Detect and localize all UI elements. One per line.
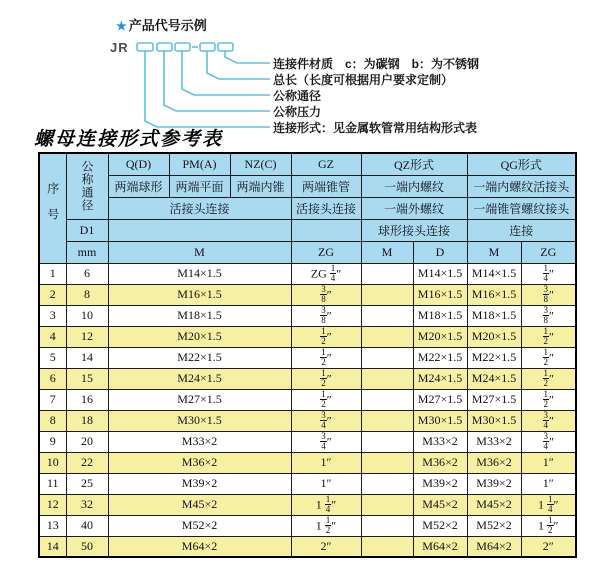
cell-seq: 6 xyxy=(39,368,66,389)
header-m-unit: M xyxy=(108,241,291,263)
cell-gz: $\frac{1}{2}$ ″ xyxy=(291,326,361,347)
cell-dn: 25 xyxy=(66,473,108,494)
header-qz-m: M xyxy=(361,241,413,263)
cell-m: M24×1.5 xyxy=(108,368,291,389)
table-row xyxy=(39,347,576,368)
cell-seq: 11 xyxy=(39,473,66,494)
label-form: 连接形式：见金属软管常用结构形式表 xyxy=(273,121,478,135)
cell-qz_d: M52×2 xyxy=(413,515,467,536)
cell-qg_m: M18×1.5 xyxy=(467,305,521,326)
header-gz: GZ xyxy=(291,153,361,175)
cell-qz_d: M18×1.5 xyxy=(413,305,467,326)
fraction: $\frac{1}{4}$ xyxy=(325,494,331,514)
header-empty-qpn xyxy=(108,219,291,241)
cell-qg_m: M36×2 xyxy=(467,452,521,473)
cell-qg_m: M27×1.5 xyxy=(467,389,521,410)
header-gz-conn: 活接头连接 xyxy=(291,197,361,219)
fraction: $\frac{1}{2}$ xyxy=(321,347,326,367)
cell-m: M22×1.5 xyxy=(108,347,291,368)
code-prefix: JR xyxy=(110,40,129,55)
cell-seq: 10 xyxy=(39,452,66,473)
cell-m: M39×2 xyxy=(108,473,291,494)
table-row xyxy=(39,389,576,410)
cell-qz_m xyxy=(361,410,413,431)
cell-gz: $\frac{3}{8}$ ″ xyxy=(291,284,361,305)
cell-qg_zg: 1 $\frac{1}{2}$ ″ xyxy=(521,515,576,536)
code-box-5 xyxy=(218,43,233,51)
table-row xyxy=(39,410,576,431)
fraction: $\frac{1}{2}$ xyxy=(548,515,553,535)
header-d1: D1 xyxy=(66,219,108,241)
fraction: $\frac{1}{2}$ xyxy=(543,389,548,409)
header-qz-conn: 球形接头连接 xyxy=(361,219,467,241)
cell-dn: 32 xyxy=(66,494,108,515)
cell-qz_m xyxy=(361,389,413,410)
cell-qz_d: M45×2 xyxy=(413,494,467,515)
cell-qz_d: M33×2 xyxy=(413,431,467,452)
table-row xyxy=(39,305,576,326)
header-qpn-conn: 活接头连接 xyxy=(108,197,291,219)
cell-qz_d: M20×1.5 xyxy=(413,326,467,347)
cell-qg_m: M30×1.5 xyxy=(467,410,521,431)
header-qz-sub2: 一端外螺纹 xyxy=(361,197,467,219)
cell-dn: 14 xyxy=(66,347,108,368)
header-zg-unit: ZG xyxy=(291,241,361,263)
cell-qg_m: M33×2 xyxy=(467,431,521,452)
cell-m: M45×2 xyxy=(108,494,291,515)
header-qg-sub1: 一端内螺纹活接头 xyxy=(467,175,576,197)
fraction: $\frac{3}{4}$ xyxy=(321,431,326,451)
cell-qz_m xyxy=(361,305,413,326)
cell-qz_m xyxy=(361,326,413,347)
cell-gz: $\frac{3}{8}$ ″ xyxy=(291,305,361,326)
fraction: $\frac{1}{2}$ xyxy=(321,389,326,409)
cell-gz: $\frac{1}{2}$ ″ xyxy=(291,347,361,368)
cell-qg_m: M22×1.5 xyxy=(467,347,521,368)
cell-qz_m xyxy=(361,515,413,536)
header-pm: PM(A) xyxy=(169,153,230,175)
header-qz: QZ形式 xyxy=(361,153,467,175)
cell-qg_m: M45×2 xyxy=(467,494,521,515)
cell-seq: 4 xyxy=(39,326,66,347)
table-row xyxy=(39,284,576,305)
cell-seq: 14 xyxy=(39,536,66,557)
table-header xyxy=(39,153,576,263)
header-dn: 公称通径 xyxy=(66,153,108,219)
fraction: $\frac{1}{2}$ xyxy=(325,515,331,535)
header-qg-conn: 连接 xyxy=(467,219,576,241)
cell-m: M36×2 xyxy=(108,452,291,473)
fraction: $\frac{1}{2}$ xyxy=(543,368,548,388)
cell-gz: ZG $\frac{1}{4}$ ″ xyxy=(291,263,361,284)
fraction: $\frac{1}{4}$ xyxy=(330,263,336,283)
cell-qg_zg: 1″ xyxy=(521,473,576,494)
cell-qz_m xyxy=(361,452,413,473)
cell-m: M20×1.5 xyxy=(108,326,291,347)
fraction: $\frac{3}{8}$ xyxy=(543,284,548,304)
cell-qz_m xyxy=(361,494,413,515)
cell-qg_zg: $\frac{1}{2}$ ″ xyxy=(521,347,576,368)
cell-qz_d: M24×1.5 xyxy=(413,368,467,389)
cell-qz_d: M14×1.5 xyxy=(413,263,467,284)
table-title: 螺母连接形式参考表 xyxy=(34,129,224,150)
table-row xyxy=(39,368,576,389)
cell-seq: 13 xyxy=(39,515,66,536)
cell-gz: 1″ xyxy=(291,473,361,494)
cell-seq: 9 xyxy=(39,431,66,452)
cell-dn: 8 xyxy=(66,284,108,305)
nut-connection-table xyxy=(38,152,577,558)
cell-dn: 40 xyxy=(66,515,108,536)
header-seq: 序号 xyxy=(39,153,66,263)
cell-qz_d: M22×1.5 xyxy=(413,347,467,368)
fraction: $\frac{1}{2}$ xyxy=(321,326,326,346)
cell-qg_zg: $\frac{3}{8}$ ″ xyxy=(521,284,576,305)
header-qz-sub1: 一端内螺纹 xyxy=(361,175,467,197)
cell-qz_d: M39×2 xyxy=(413,473,467,494)
cell-seq: 7 xyxy=(39,389,66,410)
table-row xyxy=(39,494,576,515)
cell-qg_m: M14×1.5 xyxy=(467,263,521,284)
header-qz-d: D xyxy=(413,241,467,263)
cell-dn: 20 xyxy=(66,431,108,452)
cell-m: M14×1.5 xyxy=(108,263,291,284)
cell-qg_zg: $\frac{3}{4}$ ″ xyxy=(521,431,576,452)
fraction: $\frac{3}{4}$ xyxy=(543,431,548,451)
fraction: $\frac{1}{4}$ xyxy=(543,263,548,283)
table-body xyxy=(39,263,576,557)
fraction: $\frac{1}{2}$ xyxy=(543,326,548,346)
cell-qg_zg: 2″ xyxy=(521,536,576,557)
cell-gz: $\frac{3}{4}$ ″ xyxy=(291,410,361,431)
label-length: 总长（长度可根据用户要求定制） xyxy=(273,73,454,87)
cell-dn: 15 xyxy=(66,368,108,389)
cell-qz_m xyxy=(361,536,413,557)
code-box-4 xyxy=(200,43,215,51)
cell-seq: 12 xyxy=(39,494,66,515)
header-q-sub: 两端球形 xyxy=(108,175,169,197)
header-qg-m: M xyxy=(467,241,521,263)
fraction: $\frac{1}{4}$ xyxy=(548,494,553,514)
star-icon: ★ xyxy=(116,19,127,33)
cell-m: M30×1.5 xyxy=(108,410,291,431)
cell-dn: 16 xyxy=(66,389,108,410)
header-gz-sub: 两端锥管 xyxy=(291,175,361,197)
header-nz: NZ(C) xyxy=(230,153,291,175)
cell-dn: 12 xyxy=(66,326,108,347)
header-pm-sub: 两端平面 xyxy=(169,175,230,197)
cell-qz_m xyxy=(361,431,413,452)
cell-gz: 2″ xyxy=(291,536,361,557)
fraction: $\frac{3}{8}$ xyxy=(543,305,548,325)
fraction: $\frac{3}{4}$ xyxy=(543,410,548,430)
cell-m: M27×1.5 xyxy=(108,389,291,410)
leader-line-length xyxy=(207,51,270,79)
cell-qz_d: M27×1.5 xyxy=(413,389,467,410)
fraction: $\frac{3}{8}$ xyxy=(321,284,326,304)
fraction: $\frac{3}{8}$ xyxy=(321,305,326,325)
cell-seq: 8 xyxy=(39,410,66,431)
cell-gz: 1 $\frac{1}{4}$ ″ xyxy=(291,494,361,515)
cell-m: M52×2 xyxy=(108,515,291,536)
fraction: $\frac{1}{2}$ xyxy=(543,347,548,367)
cell-gz: $\frac{1}{2}$ ″ xyxy=(291,389,361,410)
header-qg-zg: ZG xyxy=(521,241,576,263)
cell-m: M64×2 xyxy=(108,536,291,557)
leader-line-pressure xyxy=(164,51,270,111)
cell-qg_m: M20×1.5 xyxy=(467,326,521,347)
cell-seq: 3 xyxy=(39,305,66,326)
cell-qg_m: M24×1.5 xyxy=(467,368,521,389)
cell-gz: 1 $\frac{1}{2}$ ″ xyxy=(291,515,361,536)
cell-dn: 6 xyxy=(66,263,108,284)
table-row xyxy=(39,536,576,557)
cell-qg_zg: 1 $\frac{1}{4}$ ″ xyxy=(521,494,576,515)
cell-qg_m: M52×2 xyxy=(467,515,521,536)
cell-gz: $\frac{3}{4}$ ″ xyxy=(291,431,361,452)
cell-seq: 2 xyxy=(39,284,66,305)
table-row xyxy=(39,263,576,284)
cell-dn: 50 xyxy=(66,536,108,557)
cell-qz_m xyxy=(361,284,413,305)
cell-gz: 1″ xyxy=(291,452,361,473)
table-row xyxy=(39,473,576,494)
cell-qg_zg: $\frac{1}{2}$ ″ xyxy=(521,326,576,347)
cell-seq: 1 xyxy=(39,263,66,284)
code-box-2 xyxy=(157,43,172,51)
cell-m: M18×1.5 xyxy=(108,305,291,326)
cell-qz_d: M64×2 xyxy=(413,536,467,557)
cell-qz_d: M30×1.5 xyxy=(413,410,467,431)
table-row xyxy=(39,326,576,347)
cell-m: M33×2 xyxy=(108,431,291,452)
diagram-heading-text: 产品代号示例 xyxy=(128,18,207,33)
cell-dn: 10 xyxy=(66,305,108,326)
cell-seq: 5 xyxy=(39,347,66,368)
cell-qg_zg: $\frac{1}{2}$ ″ xyxy=(521,389,576,410)
cell-qg_m: M64×2 xyxy=(467,536,521,557)
cell-qz_m xyxy=(361,473,413,494)
cell-qg_zg: 1″ xyxy=(521,452,576,473)
label-material: 连接件材质 c：为碳钢 b：为不锈钢 xyxy=(273,57,480,71)
header-nz-sub: 两端内锥 xyxy=(230,175,291,197)
code-box-3 xyxy=(175,43,190,51)
table-row xyxy=(39,431,576,452)
header-empty-gz xyxy=(291,219,361,241)
cell-qz_d: M36×2 xyxy=(413,452,467,473)
header-q: Q(D) xyxy=(108,153,169,175)
leader-line-material xyxy=(225,51,270,63)
header-mm: mm xyxy=(66,241,108,263)
cell-qz_m xyxy=(361,263,413,284)
fraction: $\frac{3}{4}$ xyxy=(321,410,326,430)
table-row xyxy=(39,452,576,473)
cell-qg_zg: $\frac{3}{8}$ ″ xyxy=(521,305,576,326)
fraction: $\frac{1}{2}$ xyxy=(321,368,326,388)
cell-qg_m: M16×1.5 xyxy=(467,284,521,305)
table-row xyxy=(39,515,576,536)
cell-qg_zg: $\frac{3}{4}$ ″ xyxy=(521,410,576,431)
cell-qz_m xyxy=(361,347,413,368)
cell-dn: 22 xyxy=(66,452,108,473)
cell-dn: 18 xyxy=(66,410,108,431)
label-pressure: 公称压力 xyxy=(273,105,322,119)
cell-qg_zg: $\frac{1}{2}$ ″ xyxy=(521,368,576,389)
cell-qz_d: M16×1.5 xyxy=(413,284,467,305)
cell-qz_m xyxy=(361,368,413,389)
label-diameter: 公称通径 xyxy=(273,89,322,103)
cell-qg_zg: $\frac{1}{4}$ ″ xyxy=(521,263,576,284)
header-qg: QG形式 xyxy=(467,153,576,175)
code-box-1 xyxy=(137,43,153,51)
cell-m: M16×1.5 xyxy=(108,284,291,305)
cell-gz: $\frac{1}{2}$ ″ xyxy=(291,368,361,389)
header-qg-sub2: 一端锥管螺纹接头 xyxy=(467,197,576,219)
cell-qg_m: M39×2 xyxy=(467,473,521,494)
